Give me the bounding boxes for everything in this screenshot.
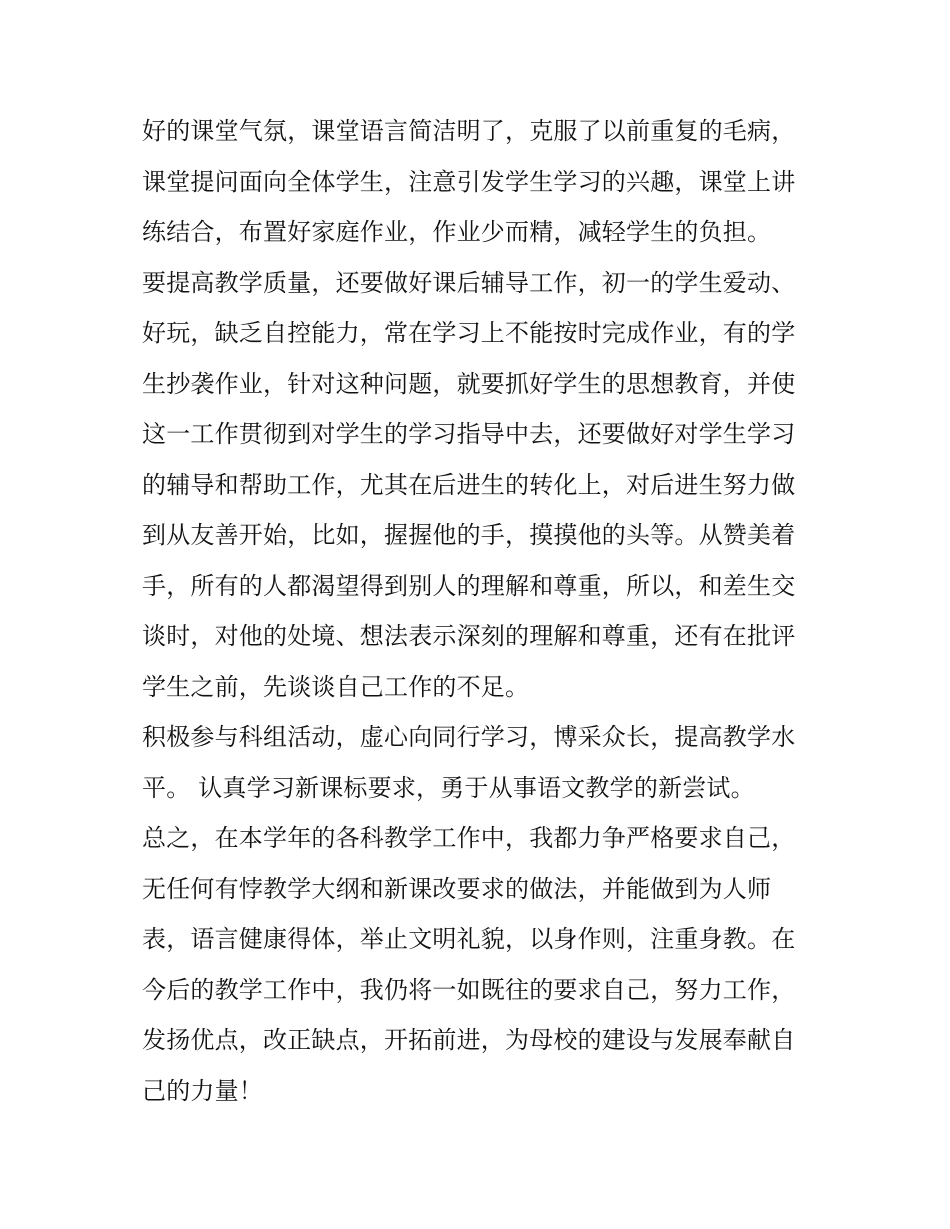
text-line: 无任何有悖教学大纲和新课改要求的做法，并能做到为人师 — [142, 874, 772, 903]
text-line: 这一工作贯彻到对学生的学习指导中去，还要做好对学生学习 — [142, 420, 796, 448]
text-line: 学生之前，先谈谈自己工作的不足。 — [142, 672, 530, 701]
text-line: 到从友善开始，比如，握握他的手，摸摸他的头等。从赞美着 — [142, 521, 796, 549]
text-line: 生抄袭作业，针对这种问题，就要抓好学生的思想教育，并使 — [142, 369, 796, 398]
text-line: 平。 认真学习新课标要求，勇于从事语文教学的新尝试。 — [142, 773, 755, 802]
body-text — [142, 106, 822, 1116]
text-line: 今后的教学工作中，我仍将一如既往的要求自己，努力工作， — [142, 975, 796, 1004]
text-line: 要提高教学质量，还要做好课后辅导工作，初一的学生爱动、 — [142, 268, 796, 297]
text-line: 发扬优点，改正缺点，开拓前进，为母校的建设与发展奉献自 — [142, 1026, 796, 1054]
text-line: 练结合，布置好家庭作业，作业少而精，减轻学生的负担。 — [142, 218, 772, 246]
text-line: 好玩，缺乏自控能力，常在学习上不能按时完成作业，有的学 — [142, 319, 796, 347]
text-line: 谈时，对他的处境、想法表示深刻的理解和尊重，还有在批评 — [142, 622, 796, 650]
text-line: 的辅导和帮助工作，尤其在后进生的转化上，对后进生努力做 — [142, 470, 796, 499]
text-line: 己的力量！ — [142, 1076, 263, 1105]
text-line: 好的课堂气氛，课堂语言简洁明了，克服了以前重复的毛病， — [142, 117, 796, 145]
text-line: 积极参与科组活动，虚心向同行学习，博采众长，提高教学水 — [142, 723, 796, 751]
text-line: 总之，在本学年的各科教学工作中，我都力争严格要求自己， — [142, 824, 796, 852]
text-line: 表，语言健康得体，举止文明礼貌，以身作则，注重身教。在 — [142, 925, 796, 953]
text-line: 课堂提问面向全体学生，注意引发学生学习的兴趣，课堂上讲 — [142, 167, 796, 196]
text-line: 手，所有的人都渴望得到别人的理解和尊重，所以，和差生交 — [142, 571, 796, 600]
